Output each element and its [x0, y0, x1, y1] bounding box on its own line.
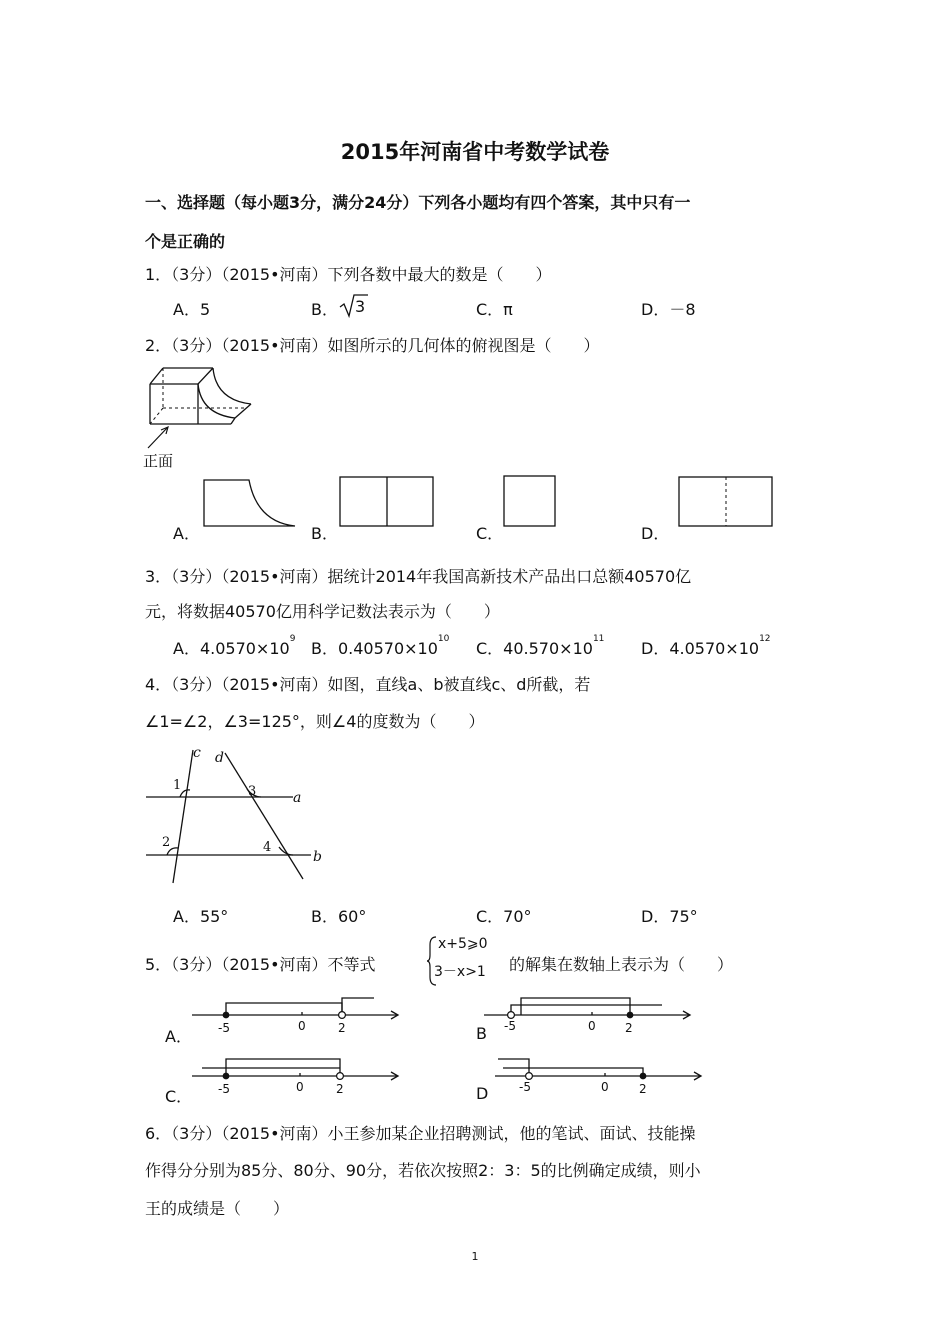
tick-label-0: 0 — [296, 1080, 304, 1094]
q1-option-a: A．5 — [173, 300, 211, 319]
q3-option-d — [641, 636, 771, 659]
tick-label-neg5: -5 — [218, 1021, 230, 1035]
q3-option-a-base: A．4.0570×10 — [173, 639, 290, 658]
tick-label-2: 2 — [338, 1021, 346, 1035]
q2-option-d-figure — [678, 476, 774, 528]
q3-option-b-base: B．0.40570×10 — [311, 639, 438, 658]
tick-label-2: 2 — [639, 1082, 647, 1096]
q3-option-b — [311, 636, 449, 659]
q5-option-d-number-line — [495, 1056, 710, 1101]
q4-option-c: C．70° — [476, 907, 532, 926]
label-angle-3: 3 — [248, 784, 257, 799]
tick-label-neg5: -5 — [218, 1082, 230, 1096]
label-angle-1: 1 — [173, 778, 182, 793]
q1-option-b: B． — [311, 300, 338, 319]
q1-option-c: C．π — [476, 300, 513, 319]
section-heading-line2: 个是正确的 — [145, 232, 226, 251]
line-d — [225, 753, 303, 879]
label-a: a — [293, 790, 302, 806]
tick-label-0: 0 — [601, 1080, 609, 1094]
q2-option-b: B． — [311, 524, 338, 543]
question-4-stem-line1: 4．（3分）（2015•河南）如图，直线a、b被直线c、d所截，若 — [145, 675, 591, 694]
q1-option-d: D．－8 — [641, 300, 696, 319]
label-angle-2: 2 — [162, 835, 171, 850]
question-6-stem-line1: 6．（3分）（2015•河南）小王参加某企业招聘测试，他的笔试、面试、技能操 — [145, 1124, 696, 1143]
q3-option-c-base: C．40.570×10 — [476, 639, 593, 658]
q4-option-d: D．75° — [641, 907, 698, 926]
q2-option-c-figure — [503, 475, 557, 527]
question-3-stem-line2: 元，将数据40570亿用科学记数法表示为（ ） — [145, 602, 500, 621]
sqrt-value: 3 — [355, 297, 366, 316]
q5-option-a: A． — [165, 1027, 192, 1046]
q3-option-c-exp: 11 — [592, 634, 605, 644]
line-c — [173, 750, 193, 883]
label-c: c — [193, 745, 201, 761]
question-3-stem-line1: 3．（3分）（2015•河南）据统计2014年我国高新技术产品出口总额40570亿 — [145, 567, 692, 586]
question-4-stem-line2: ∠1=∠2，∠3=125°，则∠4的度数为（ ） — [145, 712, 485, 731]
question-6-stem-line3: 王的成绩是（ ） — [145, 1199, 290, 1218]
q3-option-b-exp: 10 — [437, 634, 450, 644]
label-angle-4: 4 — [263, 840, 272, 855]
tick-label-2: 2 — [625, 1021, 633, 1035]
section-heading-line1: 一、选择题（每小题3分，满分24分）下列各小题均有四个答案，其中只有一 — [145, 193, 691, 212]
label-d: d — [215, 750, 224, 766]
q5-inequality-1: x+5⩾0 — [438, 936, 488, 952]
q4-parallel-lines-figure — [143, 745, 333, 885]
q3-option-a-exp: 9 — [289, 634, 296, 644]
page-number: 1 — [471, 1250, 479, 1263]
q5-option-b: B — [476, 1024, 487, 1043]
q2-option-a-figure — [201, 478, 297, 528]
tick-label-neg5: -5 — [519, 1080, 531, 1094]
question-6-stem-line2: 作得分分别为85分、80分、90分，若依次按照2：3：5的比例确定成绩，则小 — [145, 1161, 701, 1180]
tick-label-neg5: -5 — [504, 1019, 516, 1033]
page-title: 2015年河南省中考数学试卷 — [340, 140, 610, 164]
label-b: b — [313, 849, 322, 865]
q2-option-d: D． — [641, 524, 670, 543]
question-1-stem: 1．（3分）（2015•河南）下列各数中最大的数是（ ） — [145, 265, 552, 284]
q5-option-a-number-line — [192, 995, 407, 1040]
q3-option-d-base: D．4.0570×10 — [641, 639, 760, 658]
q5-option-c: C． — [165, 1087, 193, 1106]
tick-label-0: 0 — [588, 1019, 596, 1033]
question-5-stem-suffix: 的解集在数轴上表示为（ ） — [509, 955, 734, 974]
q5-option-c-number-line — [192, 1056, 407, 1101]
q2-front-label: 正面 — [143, 452, 174, 470]
q2-option-a: A． — [173, 524, 200, 543]
q4-option-b: B．60° — [311, 907, 367, 926]
q2-option-b-figure — [339, 476, 435, 528]
q3-option-d-exp: 12 — [759, 634, 771, 644]
q3-option-c — [476, 636, 604, 659]
q3-option-a — [173, 636, 295, 659]
question-5-stem-prefix: 5．（3分）（2015•河南）不等式 — [145, 955, 376, 974]
q5-inequality-2: 3－x>1 — [434, 964, 486, 980]
tick-label-0: 0 — [298, 1019, 306, 1033]
q5-option-d: D — [476, 1084, 489, 1103]
q5-option-b-number-line — [484, 995, 699, 1040]
q2-option-c: C． — [476, 524, 504, 543]
tick-label-2: 2 — [336, 1082, 344, 1096]
question-2-stem: 2．（3分）（2015•河南）如图所示的几何体的俯视图是（ ） — [145, 336, 600, 355]
q2-solid-figure — [143, 366, 253, 441]
q4-option-a: A．55° — [173, 907, 229, 926]
